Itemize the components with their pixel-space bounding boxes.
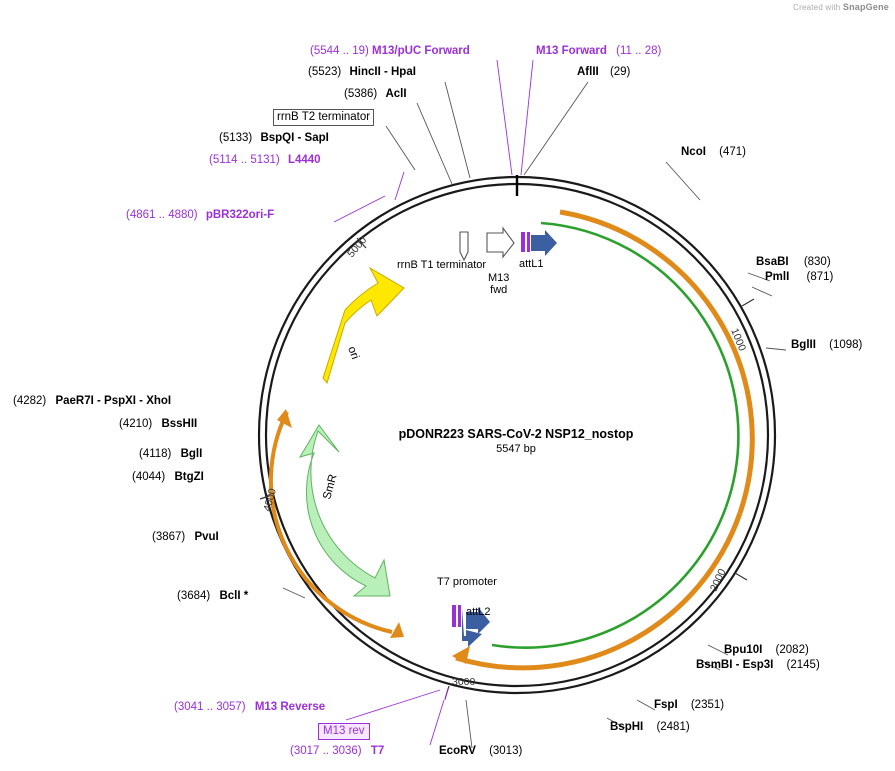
bspqi-sapi-pos: (5133) bbox=[219, 132, 253, 144]
bsmbi-esp3i-name: BsmBI - Esp3I bbox=[696, 659, 774, 671]
paer7i-pos: (4282) bbox=[13, 395, 47, 407]
ncoi-pos: (471) bbox=[719, 146, 746, 158]
label-ncoi bbox=[681, 146, 746, 159]
label-bsabi bbox=[756, 256, 831, 269]
bsshii-pos: (4210) bbox=[119, 418, 153, 430]
feature-label-smr: SmR bbox=[321, 472, 340, 501]
pbr322ori-f-pos: (4861 .. 4880) bbox=[126, 209, 198, 221]
l4440-name: L4440 bbox=[287, 154, 321, 166]
bpu10i-pos: (2082) bbox=[775, 644, 809, 656]
paer7i-name: PaeR7I - PspXI - XhoI bbox=[55, 395, 172, 407]
l4440-pos: (5114 .. 5131) bbox=[209, 154, 280, 166]
label-bsshii bbox=[119, 418, 197, 431]
watermark-brand: SnapGene bbox=[842, 2, 889, 12]
bpu10i-name: Bpu10I bbox=[724, 644, 763, 656]
label-bsmbi-esp3i bbox=[696, 659, 820, 672]
pbr322ori-f-name: pBR322ori-F bbox=[205, 209, 275, 221]
label-bpu10i bbox=[724, 644, 809, 657]
coordinate-ticks bbox=[260, 238, 754, 699]
label-rrnb-t2-terminator: rrnB T2 terminator bbox=[273, 109, 374, 126]
bsshii-name: BssHII bbox=[161, 418, 198, 430]
bcli-name: BclI * bbox=[219, 590, 249, 602]
bsabi-pos: (830) bbox=[803, 256, 831, 268]
bgli-pos: (4118) bbox=[139, 448, 172, 460]
m13-reverse-pos: (3041 .. 3057) bbox=[174, 701, 246, 713]
bglii-pos: (1098) bbox=[829, 339, 863, 351]
attl1-bar-2 bbox=[527, 232, 530, 252]
orange-arc-bottom bbox=[456, 513, 740, 668]
m13puc-forward-pos: (5544 .. 19) bbox=[310, 45, 369, 57]
pmli-name: PmlI bbox=[765, 271, 790, 283]
bsmbi-esp3i-pos: (2145) bbox=[786, 659, 820, 671]
aflii-pos: (29) bbox=[609, 66, 631, 78]
label-aflii bbox=[577, 66, 630, 79]
ncoi-name: NcoI bbox=[681, 146, 706, 158]
label-pmli bbox=[765, 271, 833, 284]
hincii-hpai-pos: (5523) bbox=[308, 66, 342, 78]
attl1-bar-1 bbox=[521, 232, 525, 252]
plasmid-size: 5547 bp bbox=[496, 443, 536, 455]
t7-name: T7 bbox=[370, 745, 385, 757]
feature-label-rrnb-t1-terminator: rrnB T1 terminator bbox=[397, 259, 487, 271]
bgli-name: BglI bbox=[180, 448, 203, 460]
tick-label-4000: 4000 bbox=[261, 487, 279, 513]
label-pvui bbox=[152, 531, 219, 544]
label-ecorv bbox=[439, 745, 522, 758]
label-fspi bbox=[654, 699, 724, 712]
m13-fwd-shape bbox=[487, 228, 514, 257]
m13-forward-pos: (11 .. 28) bbox=[616, 45, 662, 57]
ecorv-name: EcoRV bbox=[439, 745, 476, 757]
bglii-name: BglII bbox=[791, 339, 816, 351]
label-m13-forward bbox=[536, 45, 661, 58]
feature-label-ori: ori bbox=[345, 344, 361, 362]
label-t7 bbox=[290, 745, 384, 758]
label-m13-reverse bbox=[174, 701, 325, 714]
btgzi-pos: (4044) bbox=[132, 471, 166, 483]
attl2-bar-2 bbox=[458, 605, 461, 627]
rrnb-t1-terminator-shape bbox=[460, 232, 468, 260]
bcli-pos: (3684) bbox=[177, 590, 211, 602]
label-bgli bbox=[139, 448, 202, 461]
label-l4440 bbox=[209, 154, 321, 167]
aflii-name: AflII bbox=[577, 66, 599, 78]
feature-label-attl1: attL1 bbox=[519, 258, 544, 270]
tick-label-2000: 2000 bbox=[707, 567, 729, 594]
bsphi-name: BspHI bbox=[610, 721, 644, 733]
tick-label-3000: 3000 bbox=[452, 676, 476, 688]
bsabi-name: BsaBI bbox=[756, 256, 789, 268]
label-btgzi bbox=[132, 471, 204, 484]
pvui-name: PvuI bbox=[194, 531, 219, 543]
m13puc-forward-name: M13/pUC Forward bbox=[372, 45, 470, 57]
tick-label-5000: 5000 bbox=[345, 234, 370, 260]
label-bglii bbox=[791, 339, 862, 352]
pmli-pos: (871) bbox=[806, 271, 834, 283]
label-bspqi-sapi bbox=[219, 132, 329, 145]
attl2-bar-1 bbox=[452, 605, 456, 627]
feature-label-attl2: attL2 bbox=[466, 606, 491, 618]
label-acli bbox=[344, 88, 407, 101]
pvui-pos: (3867) bbox=[152, 531, 186, 543]
tick-label-1000: 1000 bbox=[728, 326, 749, 353]
plasmid-name: pDONR223 SARS-CoV-2 NSP12_nostop bbox=[398, 427, 634, 441]
m13-reverse-name: M13 Reverse bbox=[254, 701, 326, 713]
bsphi-pos: (2481) bbox=[656, 721, 690, 733]
green-arc-upper bbox=[541, 223, 738, 507]
btgzi-name: BtgZI bbox=[174, 471, 204, 483]
acli-name: AclI bbox=[385, 88, 407, 100]
hincii-hpai-name: HincII - HpaI bbox=[349, 66, 416, 78]
ecorv-pos: (3013) bbox=[489, 745, 523, 757]
acli-pos: (5386) bbox=[344, 88, 378, 100]
label-hincii-hpai bbox=[308, 66, 416, 79]
feature-label-m13-fwd: M13 fwd bbox=[488, 272, 510, 296]
bspqi-sapi-name: BspQI - SapI bbox=[260, 132, 329, 144]
label-paer7i-pspxi-xhoi bbox=[13, 395, 171, 408]
attl1-arrow bbox=[531, 230, 557, 256]
label-m13puc-forward bbox=[310, 45, 470, 58]
fspi-name: FspI bbox=[654, 699, 678, 711]
feature-ori-arrow bbox=[323, 268, 404, 383]
label-bsphi bbox=[610, 721, 690, 734]
fspi-pos: (2351) bbox=[690, 699, 725, 711]
label-m13-rev: M13 rev bbox=[318, 723, 370, 740]
watermark-prefix: Created with bbox=[793, 3, 841, 12]
label-pbr322ori-f bbox=[126, 209, 274, 222]
label-bcli bbox=[177, 590, 248, 603]
feature-label-t7-promoter: T7 promoter bbox=[437, 576, 497, 588]
orange-arc-right bbox=[560, 212, 752, 513]
t7-pos: (3017 .. 3036) bbox=[290, 745, 362, 757]
m13-forward-name: M13 Forward bbox=[536, 45, 607, 57]
